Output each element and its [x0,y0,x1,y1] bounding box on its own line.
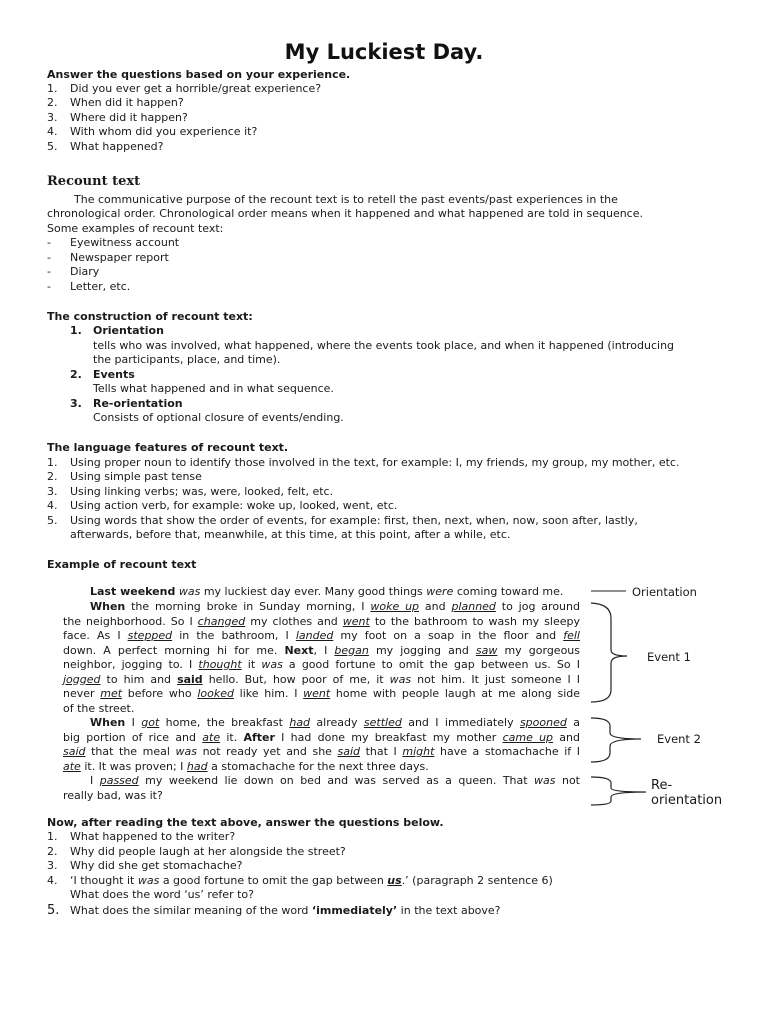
after-question-number: 4. [47,874,58,887]
text-run: I had done my breakfast my mother [274,730,503,744]
intro-question-number: 1. [47,82,58,95]
text-run: not him. It just someone I I [411,672,580,686]
verb-was: was [178,585,201,598]
emphasized-word: began [334,643,369,657]
text-run: the morning broke in Sunday morning, I [125,600,371,613]
intro-question: With whom did you experience it? [70,125,258,138]
text-run: not [555,774,580,787]
emphasized-word: saw [475,643,498,657]
orientation-text: my luckiest day ever. Many good things [203,585,423,598]
text-run: to the bathroom to wash my sleepy [369,614,580,628]
feature-item: Using linking verbs; was, were, looked, felt, etc. [70,485,334,498]
label-event-2: Event 2 [657,732,701,746]
emphasized-word: thought [198,658,242,671]
emphasized-word: might [402,745,435,758]
emphasized-word: us [387,874,402,887]
text-run: home, the breakfast [159,716,290,729]
construction-title-reorientation: Re-orientation [93,397,183,410]
intro-question-number: 5. [47,140,58,153]
text-run: , I [313,643,335,657]
text-run: a [566,716,580,729]
text-run: it. [220,730,244,744]
after-question [70,859,243,873]
emphasized-word: said [337,745,361,758]
feature-number: 4. [47,499,58,512]
emphasized-word: ate [63,759,81,773]
emphasized-word: got [141,716,160,729]
emphasized-word: landed [295,629,334,642]
feature-number: 5. [47,514,58,527]
list-dash: - [47,280,51,293]
recount-example: Diary [70,265,100,278]
text-run: really bad, was it? [63,788,163,802]
emphasized-word: was [534,774,556,787]
intro-question-number: 3. [47,111,58,124]
feature-item-continuation: afterwards, before that, meanwhile, at this time, at this point, after a while, etc. [70,528,511,541]
emphasized-word: went [342,614,370,628]
construction-number: 2. [70,368,82,381]
text-run: my foot on a soap in the floor and [333,629,564,642]
list-dash: - [47,265,51,278]
text-run: of the street. [63,701,135,715]
text-run: a good fortune to omit the gap between us. So I [282,658,580,671]
text-run: to him and [100,672,178,686]
construction-description: the participants, place, and time). [93,353,281,366]
emphasized-word: stepped [127,629,173,642]
text-run: hello. But, how poor of me, it [202,672,390,686]
text-run: and I immediately [401,716,520,729]
after-question [70,888,254,902]
emphasized-word: was [175,745,197,758]
emphasized-word: planned [451,600,496,613]
recount-paragraph-line: Some examples of recount text: [47,222,224,235]
emphasized-word: ate [202,730,221,744]
text-run: down. A perfect morning hi for me. [63,643,285,657]
emphasized-word: Next [284,643,314,657]
label-reorientation-2: orientation [651,793,723,808]
text-run: .’ (paragraph 2 sentence 6) [401,874,553,887]
construction-description: Consists of optional closure of events/ending. [93,411,344,424]
text-run: Why did she get stomachache? [70,859,243,872]
construction-number: 3. [70,397,82,410]
emphasized-word: was [261,658,283,671]
emphasized-word: When [90,600,126,613]
recount-example: Letter, etc. [70,280,131,293]
event2-brace [591,718,641,762]
after-question-number: 1. [47,830,58,843]
text-run: that I [360,745,403,758]
feature-number: 1. [47,456,58,469]
text-run: neighbor, jogging to. I [63,658,199,671]
after-question-number: 3. [47,859,58,872]
emphasized-word: settled [363,716,402,729]
emphasized-word: said [177,672,203,686]
text-run: it. It was proven; I [80,759,187,773]
construction-description: tells who was involved, what happened, where the events took place, and when it happened (introducing [93,339,675,352]
emphasized-word: woke up [370,600,420,613]
emphasized-word: went [303,687,331,700]
section-heading-after-reading: Now, after reading the text above, answer the questions below. [47,816,444,829]
recount-example: Newspaper report [70,251,169,264]
emphasized-word: was [389,672,412,686]
orientation-text: coming toward me. [456,585,564,598]
text-run: in the text above? [397,904,501,917]
emphasized-word: passed [99,774,139,787]
page-title: My Luckiest Day. [284,40,484,64]
label-event-1: Event 1 [647,650,691,664]
intro-instruction: Answer the questions based on your experience. [47,68,351,81]
feature-item: Using simple past tense [70,470,202,483]
emphasized-word: fell [563,629,580,642]
text-run: the neighborhood. So I [63,614,198,628]
emphasized-word: said [63,745,86,758]
emphasized-word: was [137,874,160,887]
text-run: What does the word ‘us’ refer to? [70,888,254,901]
after-question-number: 2. [47,845,58,858]
list-dash: - [47,236,51,249]
emphasized-word: jogged [63,672,101,686]
feature-item: Using words that show the order of events, for example: first, then, next, when, now, soon after, lastly, [70,514,638,527]
after-question [70,874,553,888]
construction-number: 1. [70,324,82,337]
text-run: home with people laugh at me along side [330,687,581,700]
text-run: a good fortune to omit the gap between [159,874,388,887]
construction-description: Tells what happened and in what sequence. [93,382,334,395]
verb-were: were [426,585,454,598]
text-run: and [553,730,580,744]
list-dash: - [47,251,51,264]
section-heading-recount: Recount text [47,174,141,189]
text-run: in the bathroom, I [172,629,296,642]
text-run: big portion of rice and [63,730,203,744]
intro-question: Where did it happen? [70,111,188,124]
label-orientation: Orientation [632,585,697,599]
emphasized-word: had [289,716,311,729]
section-heading-construction: The construction of recount text: [47,310,253,323]
emphasized-word: had [186,759,208,773]
text-run: my jogging and [368,643,476,657]
after-question [70,830,235,844]
after-question [70,904,501,918]
emphasized-word: spooned [519,716,567,729]
text-run: I [90,774,100,787]
text-run: Why did people laugh at her alongside the street? [70,845,346,858]
text-run: face. As I [63,629,128,642]
text-run: not ready yet and she [196,745,338,758]
recount-example: Eyewitness account [70,236,180,249]
text-run: my weekend lie down on bed and was served as a queen. That [138,774,535,787]
text-run: like him. I [233,687,304,700]
feature-number: 2. [47,470,58,483]
after-question-number: 5. [47,903,60,918]
text-run: it [241,658,262,671]
text-run: already [310,716,364,729]
feature-item: Using action verb, for example: woke up, looked, went, etc. [70,499,398,512]
emphasized-word: When [90,716,126,729]
intro-question-number: 4. [47,125,58,138]
intro-question: When did it happen? [70,96,184,109]
recount-paragraph-line: The communicative purpose of the recount text is to retell the past events/past experiences in the [74,193,618,206]
section-heading-features: The language features of recount text. [47,441,289,454]
emphasized-word: met [100,687,123,700]
emphasized-word: ‘immediately’ [311,904,398,917]
section-heading-example: Example of recount text [47,558,197,571]
event1-brace [591,603,627,702]
text-run: What happened to the writer? [70,830,236,843]
text-run: What does the similar meaning of the word [70,904,312,917]
text-run: before who [122,687,198,700]
text-run: that the meal [85,745,176,758]
emphasized-word: looked [197,687,234,700]
text-run: never [63,687,101,700]
feature-number: 3. [47,485,58,498]
last-weekend-phrase: Last weekend [90,585,176,598]
text-run: have a stomachache if I [434,745,580,758]
recount-paragraph-line: chronological order. Chronological order means when it happened and what happened are told in sequence. [47,207,643,220]
emphasized-word: changed [197,614,246,628]
text-run: to jog around [495,600,580,613]
text-run: ‘I thought it [70,874,138,887]
text-run: and [419,600,452,613]
construction-title-events: Events [93,368,135,381]
intro-question: Did you ever get a horrible/great experience? [70,82,322,95]
emphasized-word: After [243,730,275,744]
text-run: a stomachache for the next three days. [207,759,429,773]
reorientation-brace [591,777,646,805]
label-reorientation-1: Re- [651,778,673,793]
after-question [70,845,346,859]
intro-question-number: 2. [47,96,58,109]
construction-title-orientation: Orientation [93,324,164,337]
feature-item: Using proper noun to identify those involved in the text, for example: I, my friends, my group, my mother, etc. [70,456,680,469]
text-run: I [125,716,142,729]
intro-question: What happened? [70,140,164,153]
text-run: my clothes and [245,614,343,628]
text-run: my gorgeous [497,643,580,657]
emphasized-word: came up [502,730,554,744]
